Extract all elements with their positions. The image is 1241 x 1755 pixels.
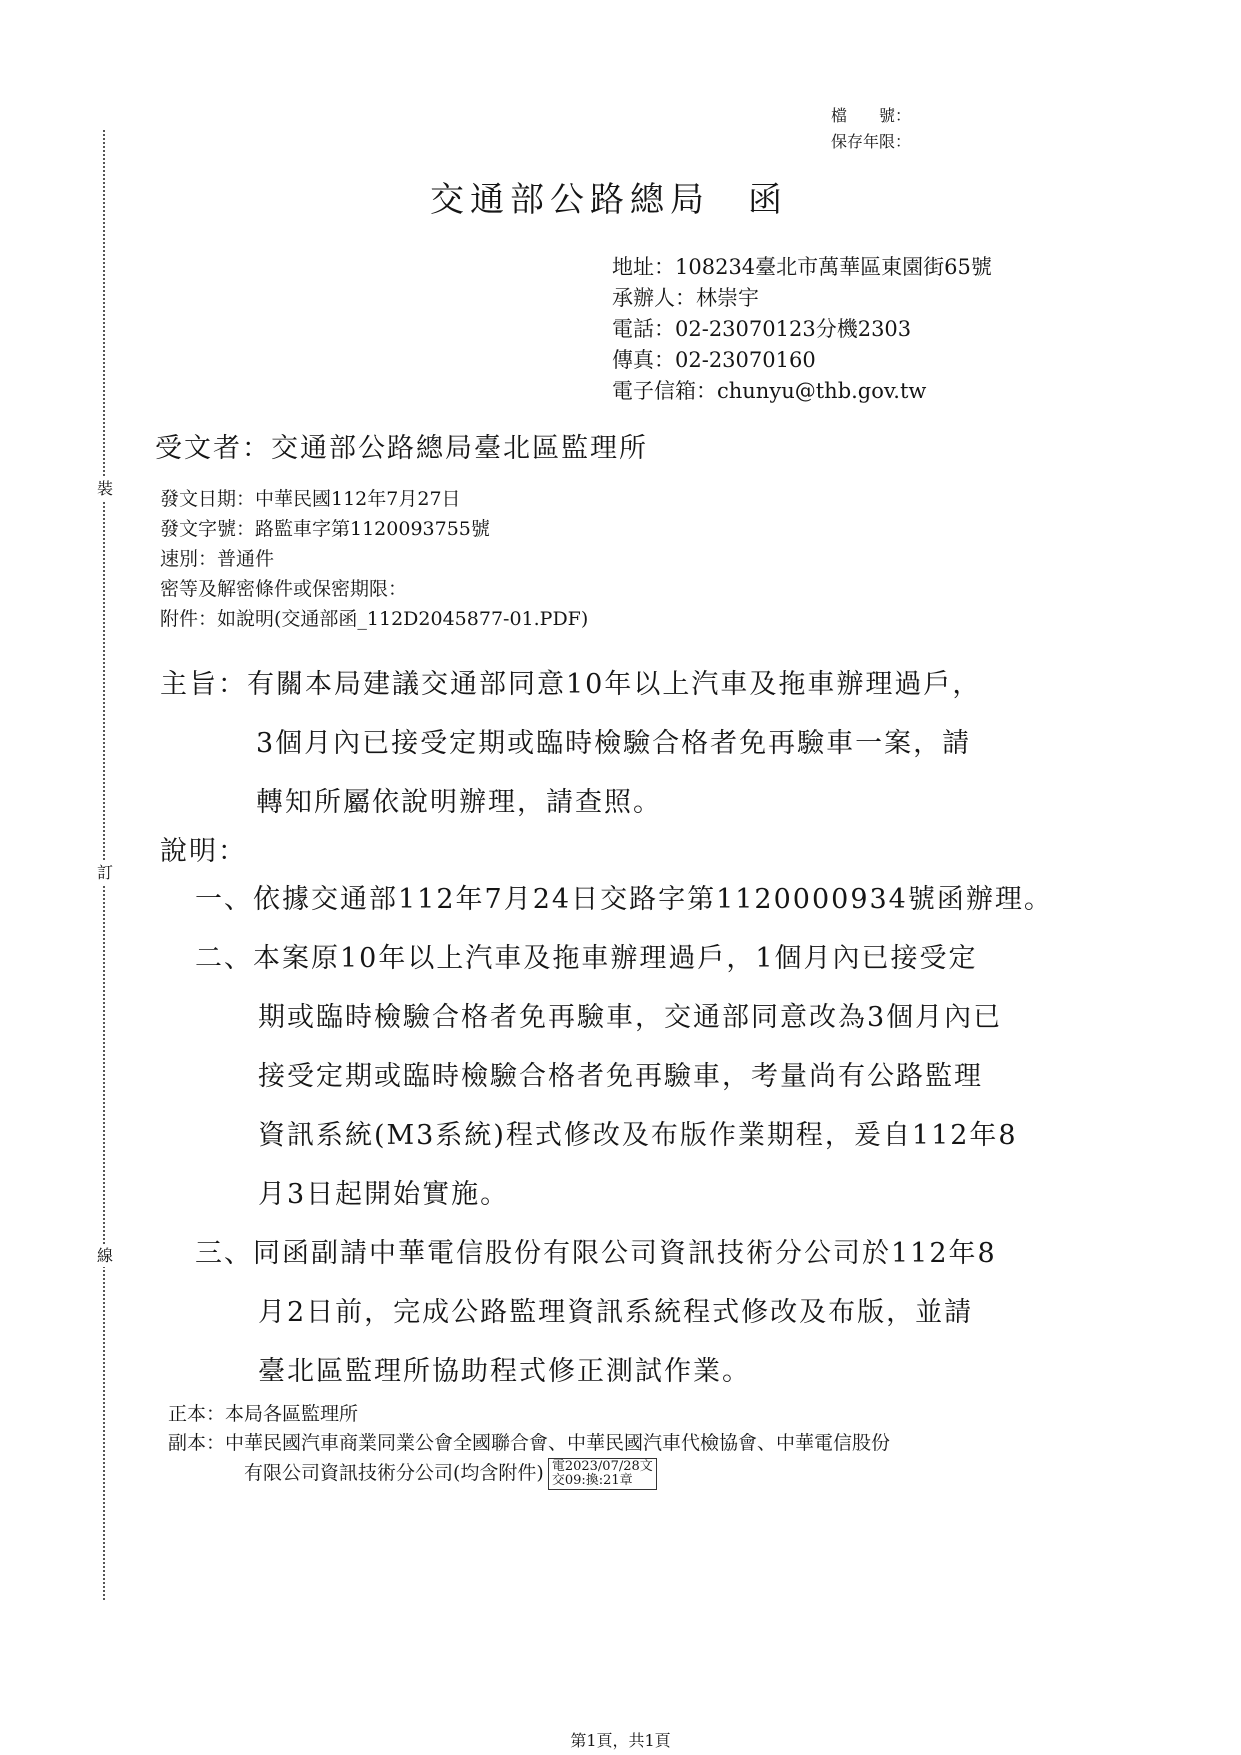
original-recipients: 正本：本局各區監理所 — [168, 1403, 359, 1425]
retention-period-label: 保存年限： — [830, 132, 911, 151]
phone-line: 電話：02-23070123分機2303 — [612, 317, 912, 341]
description-item-2-line-2: 期或臨時檢驗合格者免再驗車，交通部同意改為3個月內已 — [258, 1002, 1003, 1033]
recipient-line: 受文者：交通部公路總局臺北區監理所 — [155, 433, 648, 464]
officer-line: 承辦人：林崇宇 — [612, 286, 759, 310]
description-items — [195, 870, 1053, 1401]
binding-mark-zhuang: 裝 — [94, 478, 116, 500]
description-item-3-line-3: 臺北區監理所協助程式修正測試作業。 — [258, 1356, 751, 1387]
receipt-stamp: 電2023/07/28文 交09:換:21章 — [548, 1458, 657, 1490]
file-number-label: 檔 號： — [830, 106, 911, 125]
subject-line-1: 主旨：有關本局建議交通部同意10年以上汽車及拖車辦理過戶， — [160, 669, 982, 700]
attachment-line: 附件：如說明(交通部函_112D2045877-01.PDF) — [160, 608, 589, 630]
copy-recipients-line-2: 有限公司資訊技術分公司(均含附件) 電2023/07/28文 交09:換:21章 — [168, 1458, 890, 1490]
subject-line-2: 3個月內已接受定期或臨時檢驗合格者免再驗車一案，請 — [256, 728, 972, 759]
email-line: 電子信箱：chunyu@thb.gov.tw — [612, 379, 927, 403]
copy-recipients-line-1: 副本：中華民國汽車商業同業公會全國聯合會、中華民國汽車代檢協會、中華電信股份 — [168, 1432, 891, 1454]
binding-mark-ding: 訂 — [94, 862, 116, 884]
description-item-2-line-4: 資訊系統(M3系統)程式修改及布版作業期程，爰自112年8 — [258, 1120, 1018, 1151]
issue-number: 發文字號：路監車字第1120093755號 — [160, 518, 490, 540]
secrecy-level: 密等及解密條件或保密期限： — [160, 578, 408, 600]
description-item-2-line-1: 二、本案原10年以上汽車及拖車辦理過戶，1個月內已接受定 — [195, 943, 978, 974]
fax-line: 傳真：02-23070160 — [612, 348, 816, 372]
document-title — [430, 172, 788, 221]
subject-section — [160, 655, 981, 832]
document-meta — [160, 484, 588, 634]
archive-info — [831, 103, 911, 155]
speed-class: 速別：普通件 — [160, 548, 275, 570]
issue-date: 發文日期：中華民國112年7月27日 — [160, 488, 461, 510]
description-item-3-line-2: 月2日前，完成公路監理資訊系統程式修改及布版，並請 — [258, 1297, 974, 1328]
description-item-1: 一、依據交通部112年7月24日交路字第1120000934號函辦理。 — [195, 884, 1053, 915]
agency-name: 交通部公路總局 — [430, 180, 710, 220]
description-item-3-line-1: 三、同函副請中華電信股份有限公司資訊技術分公司於112年8 — [195, 1238, 997, 1269]
description-item-2-line-5: 月3日起開始實施。 — [258, 1179, 510, 1210]
page-number: 第1頁，共1頁 — [570, 1731, 671, 1750]
contact-block — [612, 252, 992, 407]
binding-mark-xian: 線 — [94, 1245, 116, 1267]
description-item-2-line-3: 接受定期或臨時檢驗合格者免再驗車，考量尚有公路監理 — [258, 1061, 983, 1092]
address-line: 地址：108234臺北市萬華區東園街65號 — [612, 255, 992, 279]
description-heading: 說明： — [160, 836, 247, 867]
subject-line-3: 轉知所屬依說明辦理，請查照。 — [256, 787, 662, 818]
distribution-block — [168, 1400, 890, 1490]
document-type: 函 — [748, 180, 788, 220]
